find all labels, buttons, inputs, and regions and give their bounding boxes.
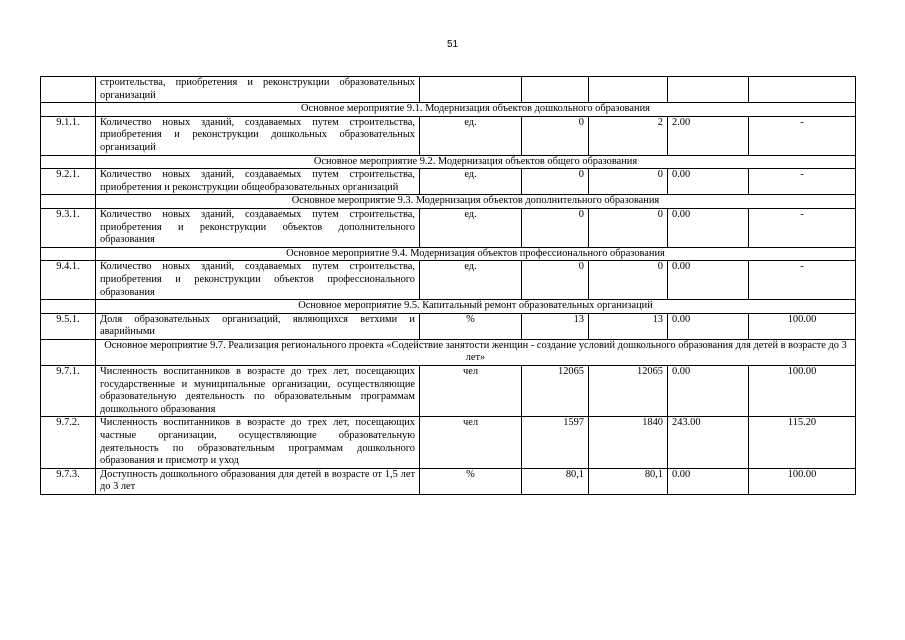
row-description: Количество новых зданий, создаваемых путем строительства, приобретения и реконструкции объектов профессионального образования [96, 261, 420, 300]
row-plan: 0 [522, 261, 589, 300]
row-fact: 80,1 [589, 468, 668, 494]
row-fact [589, 77, 668, 103]
row-number: 9.7.1. [41, 366, 96, 417]
section-number-cell [41, 155, 96, 169]
row-deviation: 0.00 [668, 169, 749, 195]
row-unit: ед. [420, 169, 522, 195]
row-fact: 0 [589, 169, 668, 195]
table-row [41, 366, 856, 417]
row-number: 9.5.1. [41, 313, 96, 339]
row-fact: 12065 [589, 366, 668, 417]
row-fact: 1840 [589, 417, 668, 468]
section-row [41, 155, 856, 169]
row-fact: 0 [589, 261, 668, 300]
row-unit: чел [420, 417, 522, 468]
row-note: - [749, 261, 856, 300]
row-number: 9.2.1. [41, 169, 96, 195]
row-description: Количество новых зданий, создаваемых путем строительства, приобретения и реконструкции общеобразовательных организаций [96, 169, 420, 195]
row-description: Доля образовательных организаций, являющихся ветхими и аварийными [96, 313, 420, 339]
row-deviation: 0.00 [668, 366, 749, 417]
section-number-cell [41, 247, 96, 261]
row-plan [522, 77, 589, 103]
section-number-cell [41, 300, 96, 314]
page-number: 51 [446, 39, 459, 50]
section-title: Основное мероприятие 9.4. Модернизация объектов профессионального образования [96, 247, 856, 261]
row-description: строительства, приобретения и реконструкции образовательных организаций [96, 77, 420, 103]
row-number: 9.4.1. [41, 261, 96, 300]
row-unit: ед. [420, 208, 522, 247]
row-note: 115.20 [749, 417, 856, 468]
row-number: 9.7.3. [41, 468, 96, 494]
section-row [41, 195, 856, 209]
row-unit: ед. [420, 116, 522, 155]
row-description: Количество новых зданий, создаваемых путем строительства, приобретения и реконструкции дошкольных образовательных организаций [96, 116, 420, 155]
row-number: 9.3.1. [41, 208, 96, 247]
table-row [41, 417, 856, 468]
row-note: - [749, 208, 856, 247]
row-fact: 13 [589, 313, 668, 339]
table-row [41, 261, 856, 300]
table-row [41, 116, 856, 155]
row-plan: 0 [522, 116, 589, 155]
row-unit: % [420, 468, 522, 494]
table-row [41, 169, 856, 195]
row-unit: ед. [420, 261, 522, 300]
row-note: 100.00 [749, 468, 856, 494]
row-deviation: 0.00 [668, 208, 749, 247]
table-row [41, 313, 856, 339]
row-note: - [749, 116, 856, 155]
row-description: Количество новых зданий, создаваемых путем строительства, приобретения и реконструкции объектов дополнительного образования [96, 208, 420, 247]
table-row [41, 468, 856, 494]
row-deviation: 2.00 [668, 116, 749, 155]
row-plan: 1597 [522, 417, 589, 468]
row-description: Доступность дошкольного образования для детей в возрасте от 1,5 лет до 3 лет [96, 468, 420, 494]
row-unit: % [420, 313, 522, 339]
row-number: 9.1.1. [41, 116, 96, 155]
table-row [41, 208, 856, 247]
row-plan: 0 [522, 208, 589, 247]
row-description: Численность воспитанников в возрасте до трех лет, посещающих частные организации, осуществляющие образовательную деятельность по образовательным программам дошкольного образования и присмотр и уход [96, 417, 420, 468]
row-plan: 12065 [522, 366, 589, 417]
section-number-cell [41, 103, 96, 117]
row-plan: 80,1 [522, 468, 589, 494]
row-deviation: 0.00 [668, 468, 749, 494]
section-title: Основное мероприятие 9.7. Реализация регионального проекта «Содействие занятости женщин - создание условий дошкольного образования для детей в возрасте до 3 лет» [96, 339, 856, 365]
row-plan: 0 [522, 169, 589, 195]
row-note [749, 77, 856, 103]
row-deviation: 243.00 [668, 417, 749, 468]
row-fact: 0 [589, 208, 668, 247]
section-row [41, 247, 856, 261]
row-note: 100.00 [749, 313, 856, 339]
row-note: 100.00 [749, 366, 856, 417]
section-title: Основное мероприятие 9.1. Модернизация объектов дошкольного образования [96, 103, 856, 117]
row-unit: чел [420, 366, 522, 417]
row-deviation [668, 77, 749, 103]
table-row [41, 77, 856, 103]
row-unit [420, 77, 522, 103]
row-deviation: 0.00 [668, 261, 749, 300]
section-title: Основное мероприятие 9.5. Капитальный ремонт образовательных организаций [96, 300, 856, 314]
row-deviation: 0.00 [668, 313, 749, 339]
row-plan: 13 [522, 313, 589, 339]
section-row [41, 300, 856, 314]
section-row [41, 339, 856, 365]
row-note: - [749, 169, 856, 195]
indicators-table [40, 76, 856, 495]
row-number [41, 77, 96, 103]
section-number-cell [41, 339, 96, 365]
section-number-cell [41, 195, 96, 209]
row-number: 9.7.2. [41, 417, 96, 468]
section-title: Основное мероприятие 9.2. Модернизация объектов общего образования [96, 155, 856, 169]
row-description: Численность воспитанников в возрасте до трех лет, посещающих государственные и муниципальные организации, осуществляющие образовательную деятельность по образовательным программам дошкольного образования [96, 366, 420, 417]
row-fact: 2 [589, 116, 668, 155]
section-row [41, 103, 856, 117]
section-title: Основное мероприятие 9.3. Модернизация объектов дополнительного образования [96, 195, 856, 209]
